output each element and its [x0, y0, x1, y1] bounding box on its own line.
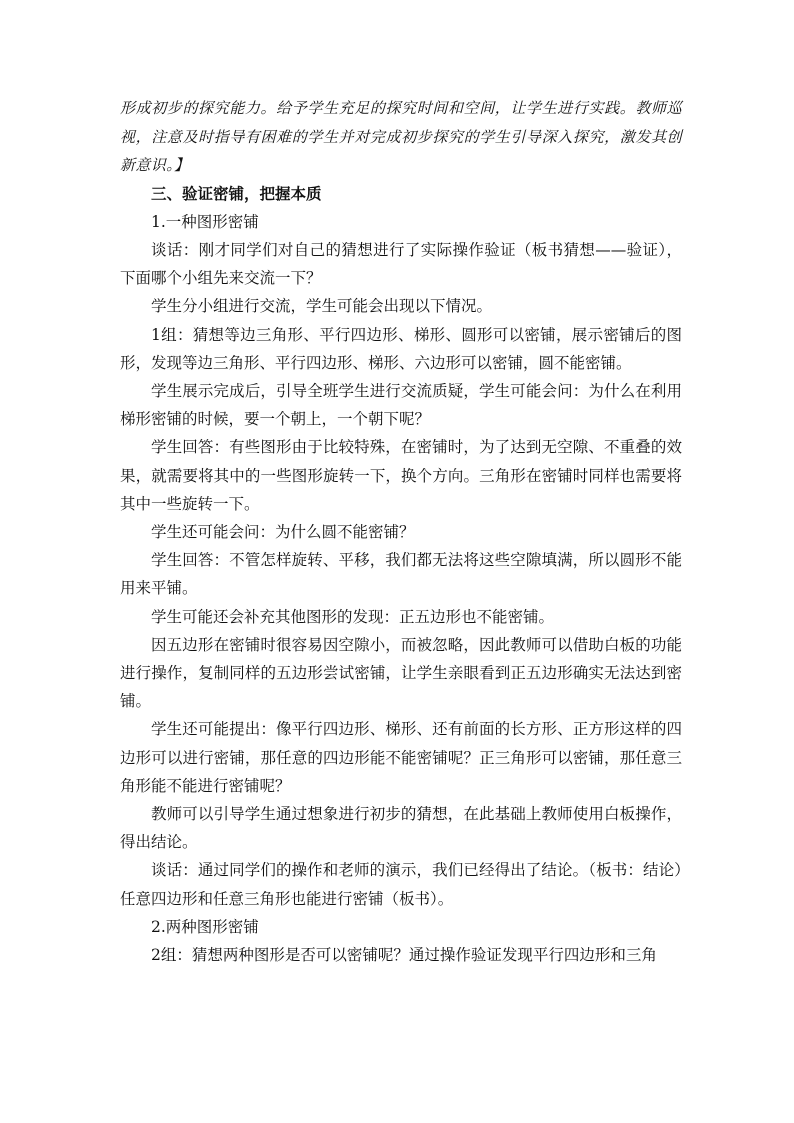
body-paragraph: 学生展示完成后，引导全班学生进行交流质疑，学生可能会问：为什么在利用梯形密铺的时候，要一个朝上，一个朝下呢？ [120, 381, 682, 429]
section-heading: 三、验证密铺，把握本质 [151, 183, 322, 203]
body-paragraph: 学生还可能会问：为什么圆不能密铺？ [151, 522, 415, 541]
document-page [120, 94, 682, 969]
body-paragraph: 学生回答：有些图形由于比较特殊，在密铺时，为了达到无空隙、不重叠的效果，就需要将其中的一些图形旋转一下，换个方向。三角形在密铺时同样也需要将其中一些旋转一下。 [120, 438, 682, 513]
subsection-heading: 1.一种图形密铺 [151, 212, 259, 231]
body-paragraph: 教师可以引导学生通过想象进行初步的猜想，在此基础上教师使用白板操作，得出结论。 [120, 804, 682, 852]
body-paragraph: 学生还可能提出：像平行四边形、梯形、还有前面的长方形、正方形这样的四边形可以进行密铺，那任意的四边形能不能密铺呢？正三角形可以密铺，那任意三角形能不能进行密铺呢？ [120, 720, 682, 795]
body-paragraph: 1组：猜想等边三角形、平行四边形、梯形、圆形可以密铺，展示密铺后的图形，发现等边三角形、平行四边形、梯形、六边形可以密铺，圆不能密铺。 [120, 325, 682, 372]
body-paragraph: 学生回答：不管怎样旋转、平移，我们都无法将这些空隙填满，所以圆形不能用来平铺。 [120, 551, 682, 598]
body-paragraph: 学生分小组进行交流，学生可能会出现以下情况。 [151, 297, 493, 316]
intro-paragraph: 形成初步的探究能力。给予学生充足的探究时间和空间，让学生进行实践。教师巡视，注意及时指导有困难的学生并对完成初步探究的学生引导深入探究，激发其创新意识。】 [120, 99, 682, 174]
body-paragraph: 谈话：通过同学们的操作和老师的演示，我们已经得出了结论。（板书：结论）任意四边形和任意三角形也能进行密铺（板书）。 [120, 861, 682, 908]
body-paragraph: 2组：猜想两种图形是否可以密铺呢？通过操作验证发现平行四边形和三角 [151, 945, 657, 964]
subsection-heading: 2.两种图形密铺 [151, 917, 259, 936]
body-paragraph: 因五边形在密铺时很容易因空隙小，而被忽略，因此教师可以借助白板的功能进行操作，复制同样的五边形尝试密铺，让学生亲眼看到正五边形确实无法达到密铺。 [120, 635, 682, 711]
body-paragraph: 学生可能还会补充其他图形的发现：正五边形也不能密铺。 [151, 607, 555, 626]
body-paragraph: 谈话：刚才同学们对自己的猜想进行了实际操作验证（板书猜想——验证），下面哪个小组先来交流一下？ [120, 240, 682, 288]
